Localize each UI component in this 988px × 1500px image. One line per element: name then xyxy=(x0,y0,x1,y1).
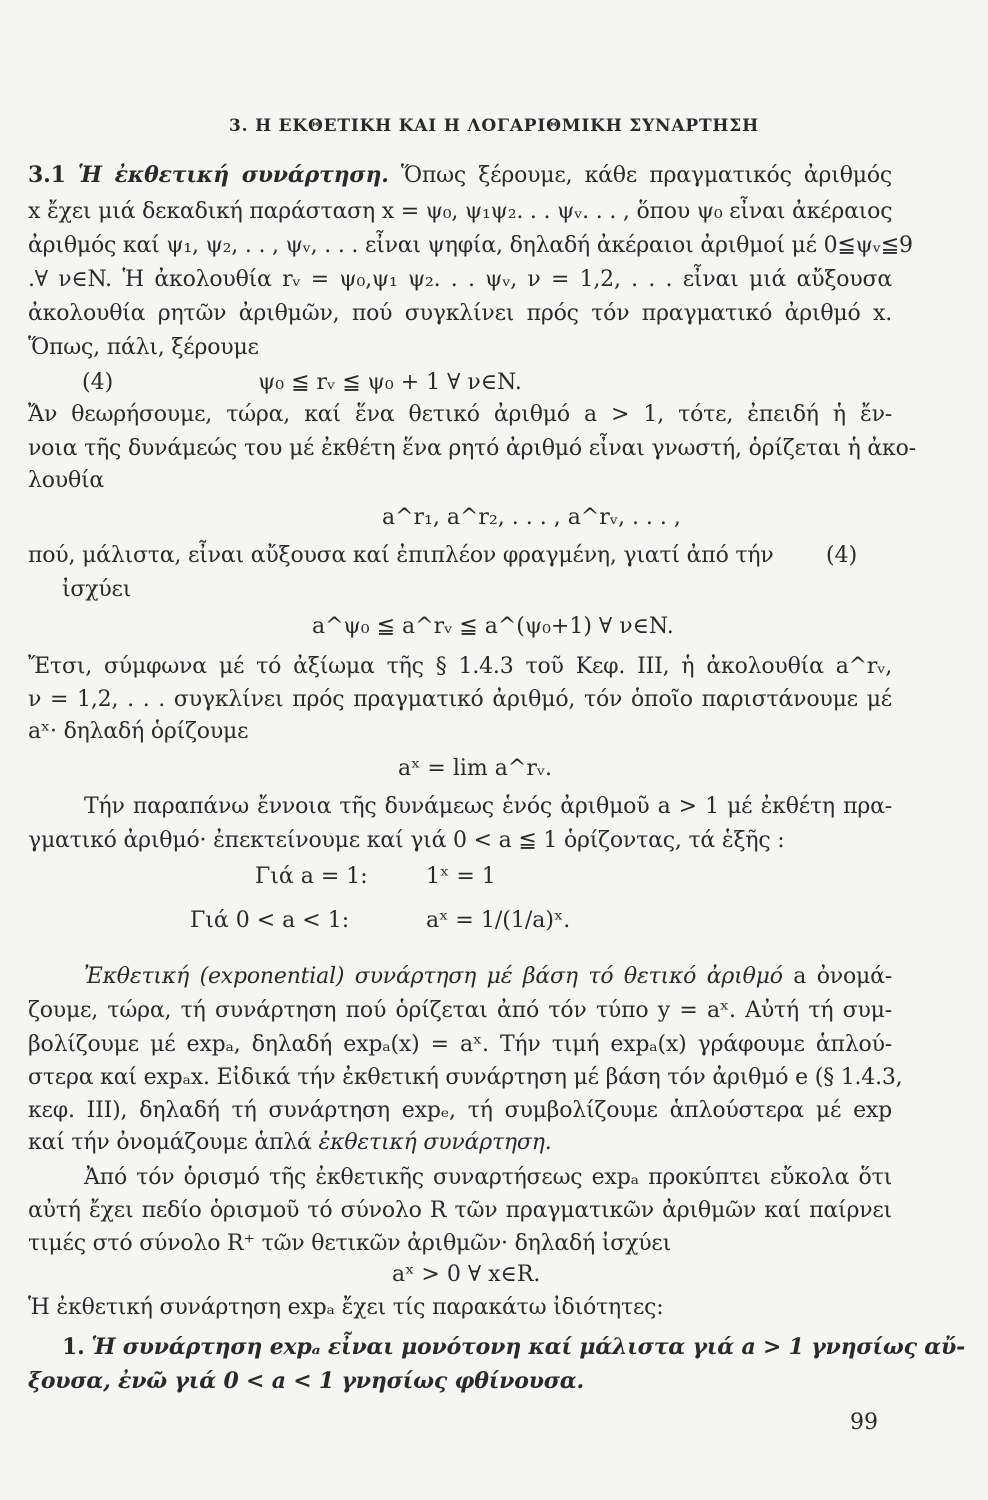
paragraph-line: Ἀπό τόν ὁρισμό τῆς ἐκθετικῆς συναρτήσεως expₐ προκύπτει εὔκολα ὅτι xyxy=(84,1165,892,1190)
equation-reference: (4) xyxy=(826,543,858,568)
paragraph-line: Ἡ ἐκθετική συνάρτηση expₐ ἔχει τίς παρακάτω ἰδιότητες: xyxy=(28,1295,664,1320)
italic-term: ἐκθετική συνάρτηση. xyxy=(318,1130,552,1155)
equation-label: (4) xyxy=(82,370,114,395)
case-label: Γιά a = 1: xyxy=(255,864,368,889)
paragraph-line: ἀριθμός καί ψ₁, ψ₂, . . , ψᵥ, . . . εἶναι ψηφία, δηλαδή ἀκέραιοι ἀριθμοί μέ 0≦ψᵥ≦9 xyxy=(28,233,913,258)
paragraph-line: κεφ. III), δηλαδή τή συνάρτηση expₑ, τή συμβολίζουμε ἁπλούστερα μέ exp xyxy=(28,1098,892,1123)
paragraph-line: ἰσχύει xyxy=(62,577,132,602)
paragraph-line: 3.1 Ἡ ἐκθετική συνάρτηση. Ὅπως ξέρουμε, κάθε πραγματικός ἀριθμός xyxy=(28,162,893,188)
positivity-formula: aˣ > 0 ∀ x∈R. xyxy=(392,1262,541,1287)
equation: ψ₀ ≦ rᵥ ≦ ψ₀ + 1 ∀ ν∈N. xyxy=(258,370,522,395)
paragraph-line: λουθία xyxy=(28,468,105,493)
paragraph-line: νοια τῆς δυνάμεώς του μέ ἐκθέτη ἕνα ρητό ἀριθμό εἶναι γνωστή, ὁρίζεται ἡ ἀκο- xyxy=(28,436,916,461)
paragraph-line: γματικό ἀριθμό· ἐπεκτείνουμε καί γιά 0 < a ≦ 1 ὁρίζοντας, τά ἑξῆς : xyxy=(28,828,785,853)
case-label: Γιά 0 < a < 1: xyxy=(190,908,350,933)
paragraph-line: ἀκολουθία ρητῶν ἀριθμῶν, πού συγκλίνει πρός τόν πραγματικό ἀριθμό x. xyxy=(28,301,892,326)
page-number: 99 xyxy=(850,1410,878,1435)
paragraph-line: .∀ ν∈N. Ἡ ἀκολουθία rᵥ = ψ₀,ψ₁ ψ₂. . . ψᵥ, ν = 1,2, . . . εἶναι μιά αὔξουσα xyxy=(28,267,892,292)
paragraph-line: βολίζουμε μέ expₐ, δηλαδή expₐ(x) = aˣ. Τήν τιμή expₐ(x) γράφουμε ἁπλού- xyxy=(28,1032,892,1057)
sequence-formula: a^r₁, a^r₂, . . . , a^rᵥ, . . . , xyxy=(382,505,681,530)
paragraph-line: Ἔτσι, σύμφωνα μέ τό ἀξίωμα τῆς § 1.4.3 τοῦ Κεφ. III, ἡ ἀκολουθία a^rᵥ, xyxy=(28,654,892,679)
inequality: a^ψ₀ ≦ a^rᵥ ≦ a^(ψ₀+1) ∀ ν∈N. xyxy=(312,614,674,639)
paragraph-line: Ἐκθετική (exponential) συνάρτηση μέ βάση τό θετικό ἀριθμό a ὀνομά- xyxy=(84,964,892,989)
paragraph-line: ν = 1,2, . . . συγκλίνει πρός πραγματικό ἀριθμό, τόν ὁποῖο παριστάνουμε μέ xyxy=(28,687,892,712)
paragraph-line: αὐτή ἔχει πεδίο ὁρισμοῦ τό σύνολο R τῶν πραγματικῶν ἀριθμῶν καί παίρνει xyxy=(28,1198,892,1223)
paragraph-line: aˣ· δηλαδή ὁρίζουμε xyxy=(28,719,249,744)
paragraph-line: x ἔχει μιά δεκαδική παράσταση x = ψ₀, ψ₁ψ₂. . . ψᵥ. . . , ὅπου ψ₀ εἶναι ἀκέραιος xyxy=(28,199,893,224)
italic-definition: Ἐκθετική (exponential) συνάρτηση μέ βάση τό θετικό ἀριθμό xyxy=(84,964,783,989)
paragraph-line: Ὅπως, πάλι, ξέρουμε xyxy=(28,335,259,360)
property-line: ξουσα, ἐνῶ γιά 0 < a < 1 γνησίως φθίνουσα. xyxy=(28,1368,584,1394)
section-heading: Ἡ ἐκθετική συνάρτηση. xyxy=(77,162,389,188)
case-formula: aˣ = 1/(1/a)ˣ. xyxy=(426,908,571,933)
chapter-title: 3. Η ΕΚΘΕΤΙΚΗ ΚΑΙ Η ΛΟΓΑΡΙΘΜΙΚΗ ΣΥΝΑΡΤΗΣΗ xyxy=(229,116,759,136)
paragraph-line: Τήν παραπάνω ἔννοια τῆς δυνάμεως ἑνός ἀριθμοῦ a > 1 μέ ἐκθέτη πρα- xyxy=(84,794,892,819)
paragraph-line: πού, μάλιστα, εἶναι αὔξουσα καί ἐπιπλέον φραγμένη, γιατί ἀπό τήν xyxy=(28,543,774,568)
paragraph-line: στερα καί expₐx. Εἰδικά τήν ἐκθετική συνάρτηση μέ βάση τόν ἀριθμό e (§ 1.4.3, xyxy=(28,1065,903,1090)
paragraph-line: Ἄν θεωρήσουμε, τώρα, καί ἕνα θετικό ἀριθμό a > 1, τότε, ἐπειδή ἡ ἔν- xyxy=(28,402,892,427)
case-formula: 1ˣ = 1 xyxy=(426,864,496,889)
limit-definition: aˣ = lim a^rᵥ. xyxy=(398,756,553,781)
section-number: 3.1 xyxy=(28,162,66,188)
paragraph-line: καί τήν ὀνομάζουμε ἁπλά ἐκθετική συνάρτηση. xyxy=(28,1130,552,1155)
property-line: 1. Ἡ συνάρτηση expₐ εἶναι μονότονη καί μάλιστα γιά a > 1 γνησίως αὔ- xyxy=(62,1334,966,1360)
paragraph-line: ζουμε, τώρα, τή συνάρτηση πού ὁρίζεται ἀπό τόν τύπο y = aˣ. Αὐτή τή συμ- xyxy=(28,998,892,1023)
paragraph-line: τιμές στό σύνολο R⁺ τῶν θετικῶν ἀριθμῶν· δηλαδή ἰσχύει xyxy=(28,1231,672,1256)
property-number: 1. xyxy=(62,1334,85,1360)
